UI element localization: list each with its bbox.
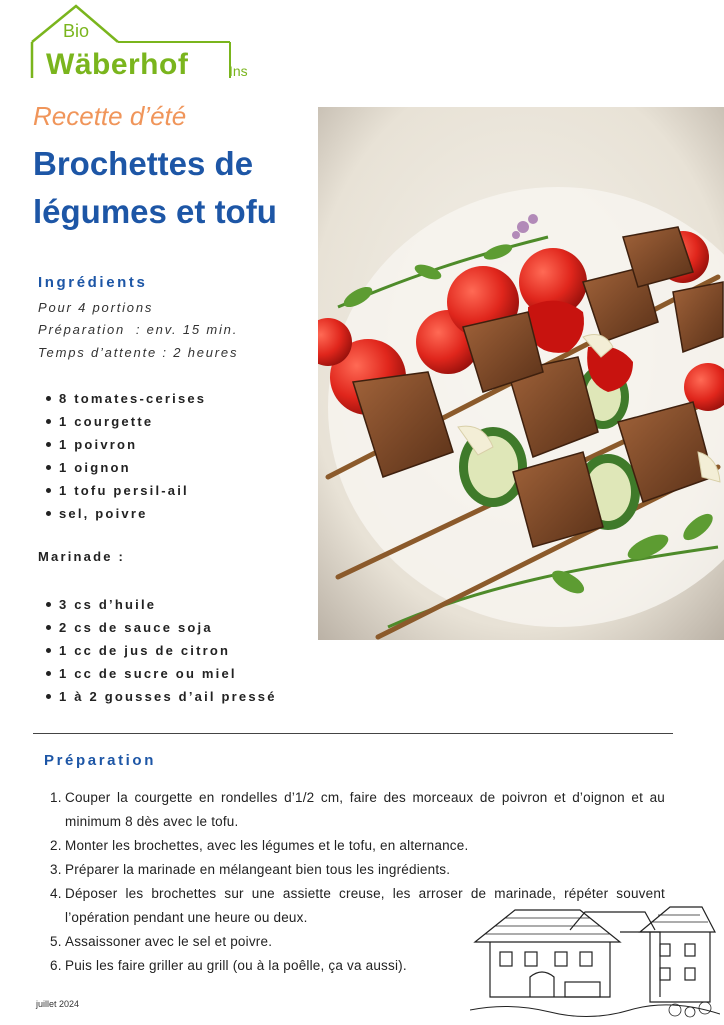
bullet-icon xyxy=(46,465,51,470)
list-item: 1 à 2 gousses d’ail pressé xyxy=(46,685,277,708)
bullet-icon xyxy=(46,625,51,630)
ingredients-list xyxy=(46,387,206,525)
step-item: 3. Préparer la marinade en mélangeant bien tous les ingrédients. xyxy=(50,862,451,877)
step-item: 5. Assaissoner avec le sel et poivre. xyxy=(50,934,273,949)
logo-location-text: Ins xyxy=(229,63,248,79)
list-item: 1 tofu persil-ail xyxy=(46,479,206,502)
step-item: 1. Couper la courgette en rondelles d’1/2 cm, faire des morceaux de poivron et d’oignon et au minimum 8 dès avec le tofu. xyxy=(50,790,665,829)
step-item: 4. Déposer les brochettes sur une assiette creuse, les arroser de marinade, répéter souvent l’opération pendant une heure ou deux. xyxy=(50,886,665,925)
list-item: 1 poivron xyxy=(46,433,206,456)
recipe-title-line2: légumes et tofu xyxy=(33,193,277,230)
bullet-icon xyxy=(46,648,51,653)
section-divider xyxy=(33,733,673,734)
marinade-list xyxy=(46,593,277,708)
bullet-icon xyxy=(46,511,51,516)
logo xyxy=(30,4,260,84)
recipe-title-line1: Brochettes de xyxy=(33,145,254,182)
logo-name-text: Wäberhof xyxy=(46,48,189,81)
bullet-icon xyxy=(46,488,51,493)
bullet-icon xyxy=(46,442,51,447)
skewers-photo xyxy=(318,107,724,640)
list-item: 1 cc de jus de citron xyxy=(46,639,277,662)
footer-date: juillet 2024 xyxy=(36,999,80,1009)
bullet-icon xyxy=(46,602,51,607)
bullet-icon xyxy=(46,694,51,699)
list-item: 2 cs de sauce soja xyxy=(46,616,277,639)
list-item: 3 cs d’huile xyxy=(46,593,277,616)
list-item: 8 tomates-cerises xyxy=(46,387,206,410)
bullet-icon xyxy=(46,419,51,424)
logo-bio-text: Bio xyxy=(63,21,90,41)
farm-sketch-illustration xyxy=(470,902,720,1020)
bullet-icon xyxy=(46,671,51,676)
wait-time-text: Temps d’attente : 2 heures xyxy=(38,345,239,360)
preparation-heading: Préparation xyxy=(44,752,156,769)
recipe-title xyxy=(33,140,323,236)
prep-time-text: Préparation : env. 15 min. xyxy=(38,322,239,337)
marinade-heading: Marinade : xyxy=(38,549,126,564)
list-item: 1 oignon xyxy=(46,456,206,479)
list-item: 1 cc de sucre ou miel xyxy=(46,662,277,685)
list-item: 1 courgette xyxy=(46,410,206,433)
portions-text: Pour 4 portions xyxy=(38,300,154,315)
ingredients-heading: Ingrédients xyxy=(38,274,148,291)
bullet-icon xyxy=(46,396,51,401)
list-item: sel, poivre xyxy=(46,502,206,525)
step-item: 6. Puis les faire griller au grill (ou à la poêlle, ça va aussi). xyxy=(50,958,407,973)
recipe-subtitle: Recette d’été xyxy=(33,101,187,131)
step-item: 2. Monter les brochettes, avec les légumes et le tofu, en alternance. xyxy=(50,838,469,853)
